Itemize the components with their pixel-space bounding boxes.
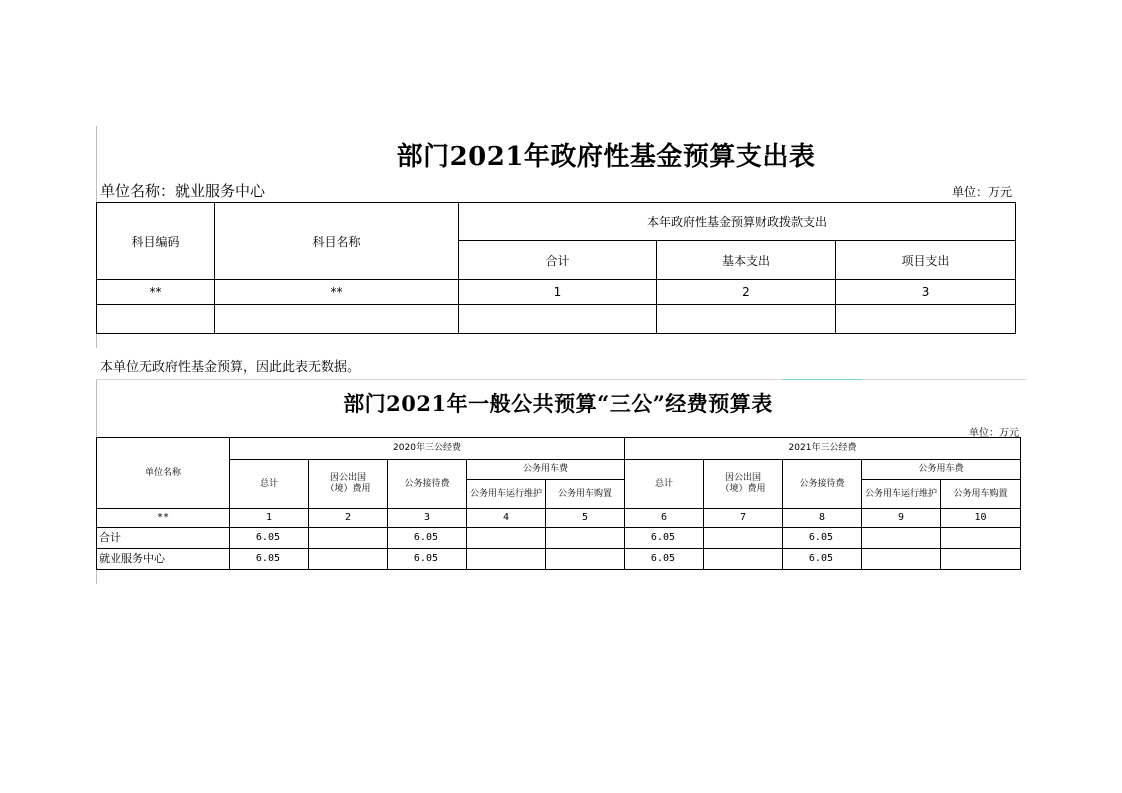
- index-cell: 6: [625, 509, 704, 528]
- index-cell: 10: [941, 509, 1021, 528]
- value-cell: [467, 549, 546, 570]
- header-2020: 2020年三公经费: [230, 438, 625, 460]
- value-cell: [704, 549, 783, 570]
- row-name: 合计: [97, 528, 230, 549]
- value-cell: [862, 549, 941, 570]
- table1-unit-name: 单位名称：就业服务中心: [100, 182, 266, 200]
- value-cell: [467, 528, 546, 549]
- value-cell: 6.05: [388, 528, 467, 549]
- header-vehicle-buy: 公务用车购置: [941, 480, 1021, 509]
- header-reception: 公务接待费: [783, 460, 862, 509]
- header-name: 科目名称: [215, 203, 459, 280]
- empty-cell: [657, 305, 836, 334]
- index-cell: 4: [467, 509, 546, 528]
- index-cell: 3: [836, 280, 1016, 305]
- header-unit-name: 单位名称: [97, 438, 230, 509]
- value-cell: [546, 528, 625, 549]
- index-cell: 2: [657, 280, 836, 305]
- page-guide-line: [96, 379, 1026, 380]
- three-public-expenses-table: [96, 437, 1021, 570]
- table1-note: 本单位无政府性基金预算，因此此表无数据。: [100, 360, 361, 375]
- value-cell: [309, 528, 388, 549]
- index-cell: 3: [388, 509, 467, 528]
- value-cell: 6.05: [388, 549, 467, 570]
- header-2021: 2021年三公经费: [625, 438, 1021, 460]
- header-total: 总计: [625, 460, 704, 509]
- table1-title: 部门2021年政府性基金预算支出表: [396, 142, 816, 172]
- header-fund-expenditure: 本年政府性基金预算财政拨款支出: [459, 203, 1016, 241]
- index-cell: 2: [309, 509, 388, 528]
- cell-selection-marker: [782, 379, 862, 380]
- header-project: 项目支出: [836, 241, 1016, 280]
- header-vehicle-buy: 公务用车购置: [546, 480, 625, 509]
- header-basic: 基本支出: [657, 241, 836, 280]
- value-cell: 6.05: [230, 549, 309, 570]
- header-vehicle-run: 公务用车运行维护: [862, 480, 941, 509]
- value-cell: 6.05: [783, 549, 862, 570]
- header-total: 合计: [459, 241, 657, 280]
- index-cell: **: [97, 280, 215, 305]
- empty-cell: [459, 305, 657, 334]
- index-cell: 1: [459, 280, 657, 305]
- header-abroad: 因公出国（境）费用: [309, 460, 388, 509]
- header-vehicle-run: 公务用车运行维护: [467, 480, 546, 509]
- table2-unit: 单位：万元: [969, 428, 1019, 439]
- index-cell: **: [97, 509, 230, 528]
- header-vehicle: 公务用车费: [862, 460, 1021, 480]
- value-cell: [704, 528, 783, 549]
- table2-title: 部门2021年一般公共预算“三公”经费预算表: [343, 391, 773, 416]
- empty-cell: [97, 305, 215, 334]
- value-cell: [546, 549, 625, 570]
- index-cell: 8: [783, 509, 862, 528]
- index-cell: 1: [230, 509, 309, 528]
- fund-budget-table: [96, 202, 1016, 334]
- header-total: 总计: [230, 460, 309, 509]
- header-vehicle: 公务用车费: [467, 460, 625, 480]
- index-cell: **: [215, 280, 459, 305]
- table-row: [97, 549, 1021, 570]
- table-row: [97, 528, 1021, 549]
- value-cell: 6.05: [783, 528, 862, 549]
- value-cell: 6.05: [625, 549, 704, 570]
- header-reception: 公务接待费: [388, 460, 467, 509]
- index-cell: 9: [862, 509, 941, 528]
- empty-cell: [836, 305, 1016, 334]
- value-cell: 6.05: [230, 528, 309, 549]
- value-cell: [941, 549, 1021, 570]
- value-cell: [941, 528, 1021, 549]
- index-cell: 7: [704, 509, 783, 528]
- row-name: 就业服务中心: [97, 549, 230, 570]
- value-cell: 6.05: [625, 528, 704, 549]
- index-cell: 5: [546, 509, 625, 528]
- value-cell: [309, 549, 388, 570]
- table1-unit: 单位：万元: [951, 185, 1012, 199]
- value-cell: [862, 528, 941, 549]
- header-abroad: 因公出国（境）费用: [704, 460, 783, 509]
- empty-cell: [215, 305, 459, 334]
- header-code: 科目编码: [97, 203, 215, 280]
